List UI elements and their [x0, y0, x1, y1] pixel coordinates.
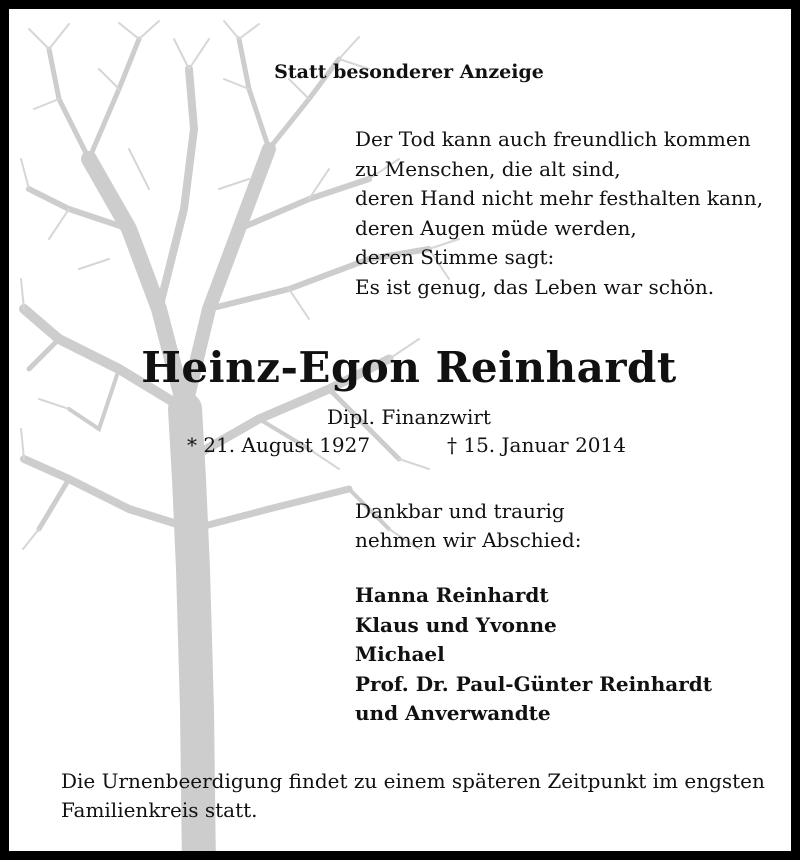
poem [355, 125, 763, 302]
notice-line: Familienkreis statt. [61, 798, 258, 822]
family-name: Klaus und Yvonne [355, 612, 557, 637]
poem-line: Es ist genug, das Leben war schön. [355, 274, 715, 299]
poem-line: deren Augen müde werden, [355, 215, 637, 240]
family-name: Hanna Reinhardt [355, 583, 549, 607]
burial-notice [61, 767, 765, 825]
family-name: und Anverwandte [355, 701, 551, 725]
birth-date: * 21. August 1927 [187, 433, 371, 457]
family-names [355, 581, 712, 729]
header-text: Statt besonderer Anzeige [274, 61, 544, 83]
death-date: † 15. Januar 2014 [447, 433, 626, 457]
deceased-title: Dipl. Finanzwirt [327, 405, 491, 429]
farewell-text [355, 497, 581, 555]
poem-line: Der Tod kann auch freundlich kommen [355, 127, 751, 151]
farewell-line: nehmen wir Abschied: [355, 528, 582, 552]
family-name: Prof. Dr. Paul-Günter Reinhardt [355, 671, 712, 696]
deceased-name: Heinz-Egon Reinhardt [141, 343, 677, 392]
poem-line: deren Stimme sagt: [355, 245, 555, 269]
poem-line: deren Hand nicht mehr festhalten kann, [355, 186, 764, 210]
poem-line: zu Menschen, die alt sind, [355, 156, 621, 181]
notice-line: Die Urnenbeerdigung findet zu einem späteren Zeitpunkt im engsten [61, 769, 765, 793]
family-name: Michael [355, 642, 445, 666]
farewell-line: Dankbar und traurig [355, 499, 565, 523]
